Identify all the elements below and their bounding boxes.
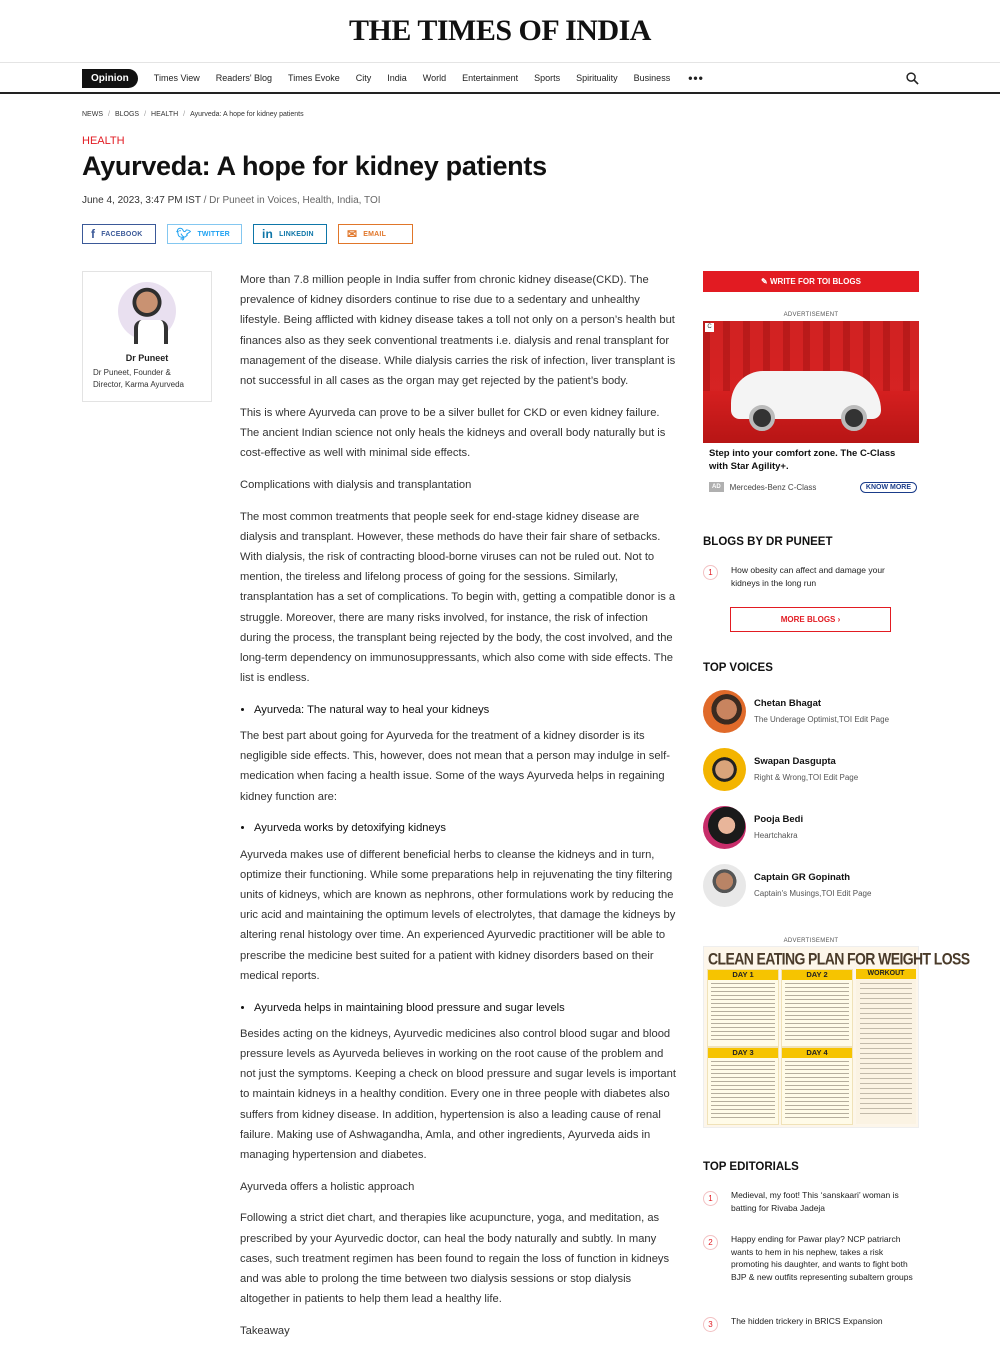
article-date: June 4, 2023, 3:47 PM IST — [82, 195, 201, 206]
article-body — [240, 270, 676, 1353]
voice-avatar — [703, 864, 746, 907]
ad-footer — [709, 480, 917, 494]
search-icon[interactable] — [906, 72, 919, 85]
editorial-number: 3 — [703, 1317, 718, 1332]
bullet-item: • Ayurveda helps in maintaining blood pressure and sugar levels — [254, 998, 676, 1018]
facebook-icon: f — [91, 227, 96, 241]
workout-column: WORKOUT — [856, 969, 916, 1124]
voice-name[interactable]: Captain GR Gopinath — [754, 872, 851, 883]
paragraph: Ayurveda makes use of different beneficial herbs to cleanse the kidneys and in turn, optimize their functioning. While some preparations help in rejuvenating the tiny filtering units of kidneys, which are known as nephrons, other formulations work by reducing the uric acid and maintaining the optimum levels of electrolytes, that damage the kidneys by altering renal histology over time. An experienced Ayurvedic practitioner will be able to prescribe the medicine best suited for a patient with kidney disorders based on their medical reports. — [240, 848, 676, 982]
article-author-line[interactable]: Dr Puneet in Voices, Health, India, TOI — [209, 195, 381, 206]
paragraph: This is where Ayurveda can prove to be a silver bullet for CKD or even kidney failure. The ancient Indian science not only heals the kidneys and overall body naturally but is cost-effective as well with minimal side effects. — [240, 406, 666, 460]
top-editorials-title: TOP EDITORIALS — [703, 1161, 799, 1173]
top-voices-title: TOP VOICES — [703, 662, 773, 674]
share-row — [82, 224, 413, 244]
bullet-item: • Ayurveda works by detoxifying kidneys — [254, 818, 676, 838]
linkedin-icon: in — [262, 227, 274, 241]
ad-advertiser: Mercedes-Benz C-Class — [729, 482, 817, 492]
article-headline: Ayurveda: A hope for kidney patients — [82, 151, 547, 181]
voice-avatar — [703, 748, 746, 791]
author-avatar — [118, 282, 176, 340]
breadcrumb-blogs[interactable]: BLOGS — [114, 111, 140, 118]
editorial-link[interactable]: Happy ending for Pawar play? NCP patriarch wants to hem in his nephew, takes a risk promoting his daughter, and wants to fight both BJP & new outfits representing subaltern groups — [731, 1234, 913, 1282]
write-for-toi-button[interactable]: ✎ WRITE FOR TOI BLOGS — [703, 271, 919, 292]
section-label[interactable]: HEALTH — [82, 135, 125, 147]
voice-name[interactable]: Swapan Dasgupta — [754, 756, 836, 767]
author-name[interactable]: Dr Puneet — [125, 353, 169, 363]
share-linkedin-button[interactable]: in LINKEDIN — [253, 224, 327, 244]
bullet-item: • Ayurveda: The natural way to heal your kidneys — [254, 700, 676, 720]
nav-item-entertainment[interactable]: Entertainment — [462, 73, 519, 83]
mercedes-ad-image[interactable] — [703, 321, 919, 443]
nav-item-city[interactable]: City — [355, 73, 372, 83]
day-box: DAY 1 — [707, 969, 779, 1047]
blog-link[interactable]: How obesity can affect and damage your kidneys in the long run — [731, 565, 885, 588]
article-byline: June 4, 2023, 3:47 PM IST / Dr Puneet in Voices, Health, India, TOI — [82, 195, 381, 206]
voice-subtitle[interactable]: Heartchakra — [754, 831, 798, 840]
voice-subtitle[interactable]: Right & Wrong,TOI Edit Page — [754, 773, 859, 782]
voice-subtitle[interactable]: Captain's Musings,TOI Edit Page — [754, 889, 872, 898]
paragraph: The best part about going for Ayurveda for the treatment of a kidney disorder is its negligible side effects. This, however, does not mean that a person may indulge in self-medication when facing a health issue. Some of the ways Ayurveda helps in regaining kidney function are: — [240, 730, 670, 803]
share-facebook-button[interactable]: f FACEBOOK — [82, 224, 156, 244]
nav-item-spirituality[interactable]: Spirituality — [576, 73, 618, 83]
twitter-icon: 🐦︎ — [176, 227, 192, 241]
paragraph: Besides acting on the kidneys, Ayurvedic medicines also control blood sugar and blood pressure levels as Ayurveda believes in working on the root cause of the problem and not just the symptoms. Keeping a check on blood pressure and sugar levels is important to maintain kidneys in a healthy condition. Every one in three people with diabetes also suffers from kidney disease. In addition, hypertension is also a leading cause of renal failure. Making use of Ashwagandha, Amla, and other ingredients, Ayurveda aids in managing hypertension and diabetes. — [240, 1027, 676, 1161]
voice-item[interactable] — [703, 748, 919, 792]
share-email-button[interactable]: ✉ EMAIL — [338, 224, 413, 244]
day-box: DAY 3 — [707, 1047, 779, 1125]
ad-headline[interactable]: Step into your comfort zone. The C-Class with Star Agility+. — [709, 448, 896, 472]
site-logo[interactable]: THE TIMES OF INDIA — [349, 14, 651, 47]
breadcrumb: NEWS / BLOGS / HEALTH / Ayurveda: A hope for kidney patients — [82, 111, 304, 118]
editorial-link[interactable]: Medieval, my foot! This ‘sanskaari’ woman is batting for Rivaba Jadeja — [731, 1190, 899, 1213]
paragraph: Takeaway — [240, 1324, 290, 1337]
ad-label: ADVERTISEMENT — [783, 938, 839, 944]
paragraph: More than 7.8 million people in India suffer from chronic kidney disease(CKD). The prevalence of kidney disorders continue to rise due to a sedentary and unhealthy lifestyle. Being afflicted with kidney disease takes a toll not only on a person’s health but finances also as they seek conventional treatments i.e. dialysis and renal transplant for management of the disease. While dialysis carries the risk of infection, liver transplant is not successful in all cases as the organ may get rejected by the patient’s body. — [240, 274, 676, 388]
day-box: DAY 4 — [781, 1047, 853, 1125]
nav-opinion[interactable]: Opinion — [82, 69, 138, 88]
nav-more-icon[interactable]: ••• — [688, 71, 704, 85]
voice-name[interactable]: Pooja Bedi — [754, 814, 804, 825]
blog-number: 1 — [703, 565, 718, 580]
ad-label: ADVERTISEMENT — [783, 312, 839, 318]
more-blogs-button[interactable]: MORE BLOGS › — [730, 607, 891, 632]
voice-avatar — [703, 806, 746, 849]
breadcrumb-health[interactable]: HEALTH — [151, 111, 179, 118]
voice-name[interactable]: Chetan Bhagat — [754, 698, 822, 709]
email-icon: ✉ — [347, 227, 358, 241]
paragraph: Ayurveda offers a holistic approach — [240, 1180, 415, 1193]
author-description: Dr Puneet, Founder & Director, Karma Ayurveda — [93, 368, 185, 389]
voice-item[interactable] — [703, 806, 919, 850]
day-box: DAY 2 — [781, 969, 853, 1047]
nav-item-business[interactable]: Business — [633, 73, 671, 83]
pen-icon: ✎ — [761, 277, 770, 286]
breadcrumb-news[interactable]: NEWS — [82, 111, 103, 118]
bullet-list — [254, 818, 676, 838]
nav-item-readers-blog[interactable]: Readers' Blog — [215, 73, 273, 83]
share-twitter-button[interactable]: 🐦︎ TWITTER — [167, 224, 242, 244]
bullet-list — [254, 998, 676, 1018]
author-card[interactable] — [82, 271, 212, 402]
nav-item-sports[interactable]: Sports — [534, 73, 561, 83]
nav-item-times-view[interactable]: Times View — [153, 73, 200, 83]
nav-item-world[interactable]: World — [422, 73, 447, 83]
editorial-number: 2 — [703, 1235, 718, 1250]
editorial-link[interactable]: The hidden trickery in BRICS Expansion — [731, 1316, 883, 1326]
bullet-list — [254, 700, 676, 720]
voice-item[interactable] — [703, 864, 919, 908]
adchoices-icon[interactable]: C — [705, 323, 714, 332]
voice-avatar — [703, 690, 746, 733]
nav-item-india[interactable]: India — [387, 73, 407, 83]
voice-item[interactable] — [703, 690, 919, 734]
voice-subtitle[interactable]: The Underage Optimist,TOI Edit Page — [754, 715, 890, 724]
ad2-title: CLEAN EATING PLAN FOR WEIGHT LOSS — [708, 949, 970, 969]
nav-item-times-evoke[interactable]: Times Evoke — [288, 73, 340, 83]
paragraph: Complications with dialysis and transplantation — [240, 478, 472, 491]
know-more-button[interactable]: KNOW MORE — [860, 482, 917, 493]
ad-tag: AD — [709, 482, 724, 492]
blogs-by-title: BLOGS BY DR PUNEET — [703, 536, 833, 548]
main-nav — [0, 62, 1000, 94]
breadcrumb-current: Ayurveda: A hope for kidney patients — [190, 111, 304, 118]
diet-plan-ad-image[interactable] — [703, 946, 970, 1128]
editorial-number: 1 — [703, 1191, 718, 1206]
paragraph: The most common treatments that people seek for end-stage kidney disease are dialysis and transplant. However, these methods do have their fair share of setbacks. With dialysis, the risk of contracting blood-borne viruses can not be ruled out. Not to mention, the tireless and lifelong process of going for the sessions. Similarly, transplantation has a set of complications. To begin with, getting a compatible donor is a struggle. Moreover, there are many risks involved, for instance, the risk of infection during the process, the transplant being rejected by the body, the cost involved, and the long-term dependency on immunosuppressants, which also come with side effects. The list is endless. — [240, 510, 676, 685]
paragraph: Following a strict diet chart, and therapies like acupuncture, yoga, and meditation, as prescribed by your Ayurvedic doctor, can heal the body naturally and subtly. In many cases, such treatment regimen has been found to regain the loss of function in kidneys and was able to prolong the time between two dialysis sessions or stop dialysis altogether in patients to help them lead a healthy life. — [240, 1212, 670, 1306]
masthead — [0, 0, 1000, 62]
